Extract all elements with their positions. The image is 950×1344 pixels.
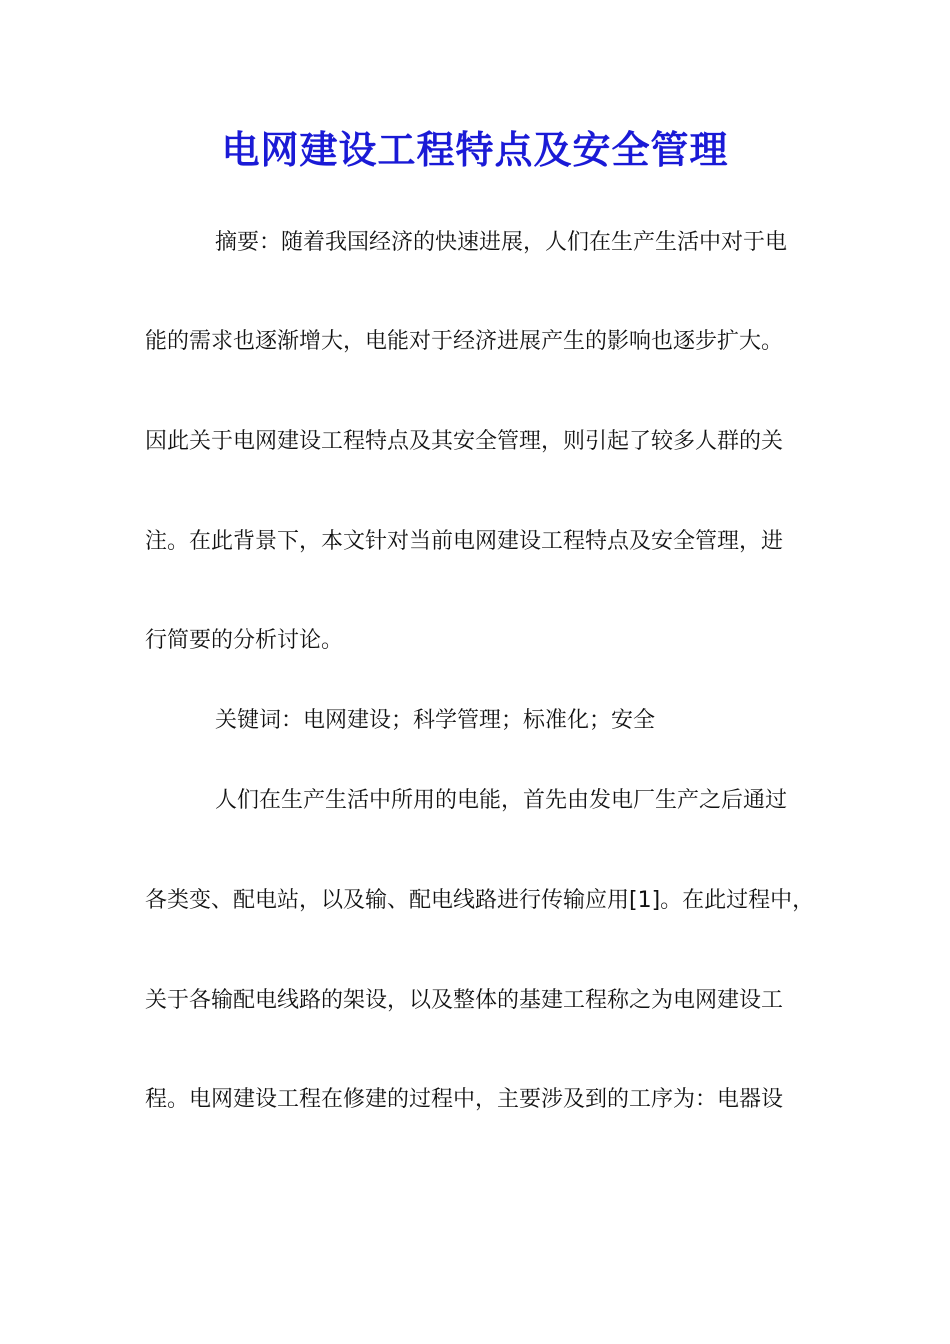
abstract-line-5: 行简要的分析讨论。 (145, 628, 344, 653)
document-title: 电网建设工程特点及安全管理 (221, 127, 729, 172)
abstract-line-2: 能的需求也逐渐增大，电能对于经济进展产生的影响也逐步扩大。 (145, 329, 784, 354)
body-line-1: 人们在生产生活中所用的电能，首先由发电厂生产之后通过 (215, 788, 788, 813)
body-line-2: 各类变、配电站，以及输、配电线路进行传输应用[1]。在此过程中， (145, 888, 815, 913)
body-line-4: 程。电网建设工程在修建的过程中，主要涉及到的工序为：电器设 (145, 1087, 784, 1112)
body-line-3: 关于各输配电线路的架设，以及整体的基建工程称之为电网建设工 (145, 988, 784, 1013)
abstract-line-3: 因此关于电网建设工程特点及其安全管理，则引起了较多人群的关 (145, 429, 784, 454)
abstract-line-4: 注。在此背景下，本文针对当前电网建设工程特点及安全管理，进 (145, 529, 784, 554)
keywords-line: 关键词：电网建设；科学管理；标准化；安全 (215, 708, 656, 733)
abstract-line-1: 摘要：随着我国经济的快速进展，人们在生产生活中对于电 (215, 230, 788, 255)
